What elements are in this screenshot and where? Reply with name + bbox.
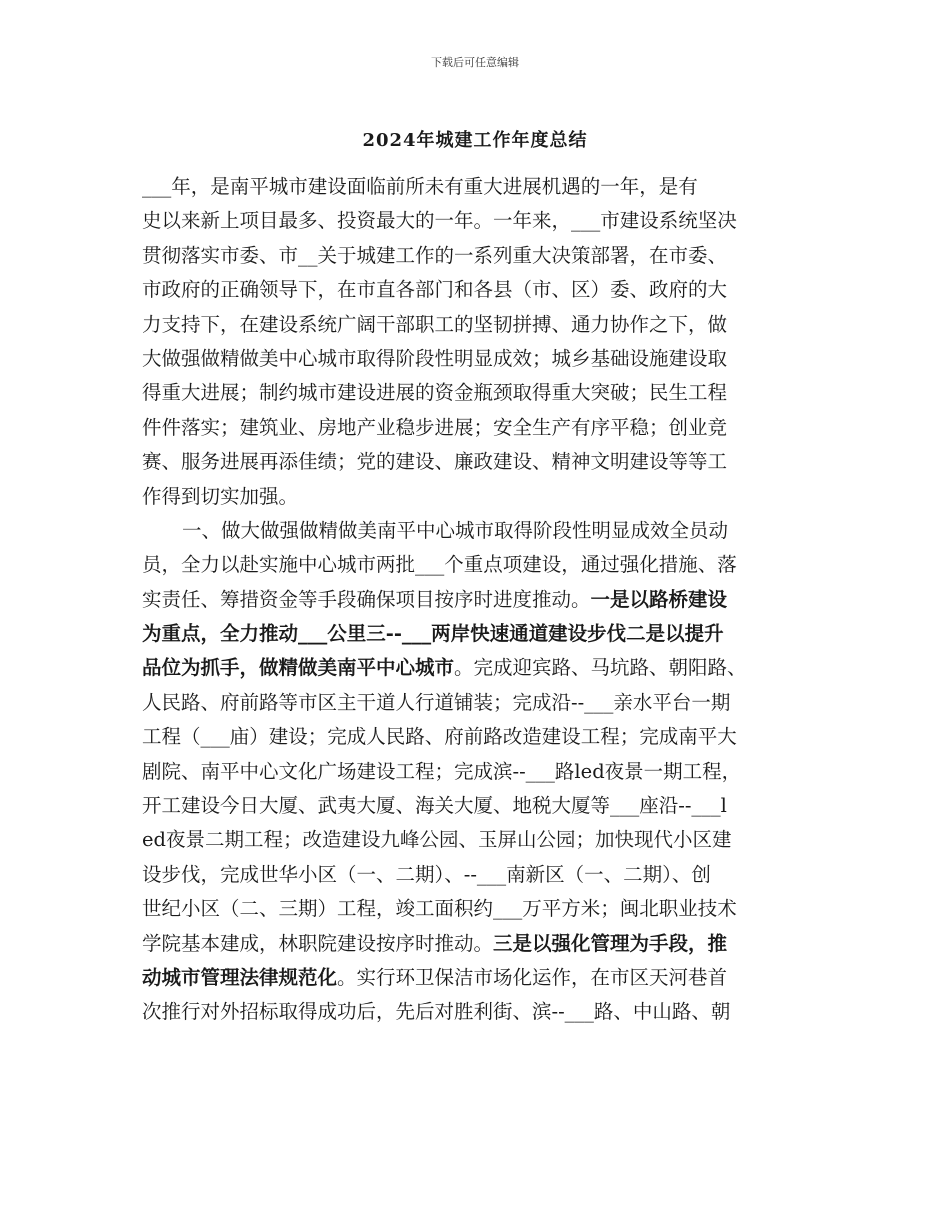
text-segment: 一、做大做强做精做美南平中心城市取得阶段性明显成效全员动 xyxy=(182,518,729,542)
text-segment: 人民路、府前路等市区主干道人行道铺装；完成沿--___亲水平台一期 xyxy=(142,690,731,714)
text-segment: 史以来新上项目最多、投资最大的一年。一年来，___市建设系统坚决 xyxy=(142,209,737,233)
text-segment: 剧院、南平中心文化广场建设工程；完成滨--___路led夜景一期工程， xyxy=(142,759,742,783)
text-line xyxy=(142,376,810,410)
text-segment: ___年，是南平城市建设面临前所未有重大进展机遇的一年，是有 xyxy=(142,175,698,198)
text-segment: 。完成迎宾路、马坑路、朝阳路、 xyxy=(454,656,747,680)
text-segment: 员，全力以赴实施中心城市两批___个重点项建设，通过强化措施、落 xyxy=(142,553,737,577)
text-segment: 得重大进展；制约城市建设进展的资金瓶颈取得重大突破；民生工程 xyxy=(142,381,728,405)
text-line xyxy=(142,239,810,273)
text-segment: 大做强做精做美中心城市取得阶段性明显成效；城乡基础设施建设取 xyxy=(142,346,728,370)
text-segment: 贯彻落实市委、市__关于城建工作的一系列重大决策部署，在市委、 xyxy=(142,243,728,267)
text-line xyxy=(142,995,810,1029)
text-segment: 次推行对外招标取得成功后，先后对胜利街、滨--___路、中山路、朝 xyxy=(142,1000,731,1024)
text-line xyxy=(142,858,810,892)
text-line xyxy=(142,927,810,961)
text-segment: ed夜景二期工程；改造建设九峰公园、玉屏山公园；加快现代小区建 xyxy=(142,828,732,852)
text-segment: 世纪小区（二、三期）工程，竣工面积约___万平方米；闽北职业技术 xyxy=(142,897,737,921)
text-segment: 设步伐，完成世华小区（一、二期）、--___南新区（一、二期）、创 xyxy=(142,862,711,886)
text-line xyxy=(142,411,810,445)
text-segment: 赛、服务进展再添佳绩；党的建设、廉政建设、精神文明建设等等工 xyxy=(142,450,728,474)
text-segment: 作得到切实加强。 xyxy=(142,484,299,508)
text-segment: 开工建设今日大厦、武夷大厦、海关大厦、地税大厦等___座沿--___l xyxy=(142,794,727,818)
bold-text-segment: 为重点，全力推动___公里三--___两岸快速通道建设步伐二是以提升 xyxy=(142,622,724,646)
text-segment: 市政府的正确领导下，在市直各部门和各县（市、区）委、政府的大 xyxy=(142,278,728,302)
text-line xyxy=(142,583,810,617)
bold-text-segment: 一是以路桥建设 xyxy=(590,587,728,611)
bold-text-segment: 三是以强化管理为手段，推 xyxy=(493,931,728,955)
text-line xyxy=(142,892,810,926)
text-line xyxy=(142,514,810,548)
text-line xyxy=(142,548,810,582)
bold-text-segment: 品位为抓手，做精做美南平中心城市 xyxy=(142,656,455,680)
text-line xyxy=(142,755,810,789)
text-segment: 力支持下，在建设系统广阔干部职工的坚韧拼搏、通力协作之下，做 xyxy=(142,312,728,336)
document-title: 2024年城建工作年度总结 xyxy=(362,130,588,151)
text-line xyxy=(142,789,810,823)
page-header-note: 下载后可任意编辑 xyxy=(431,56,519,69)
text-line xyxy=(142,617,810,651)
document-body xyxy=(142,170,810,1030)
text-segment: 件件落实；建筑业、房地产业稳步进展；安全生产有序平稳；创业竞 xyxy=(142,415,728,439)
text-segment: 实责任、筹措资金等手段确保项目按序时进度推动。 xyxy=(142,587,591,611)
text-line xyxy=(142,720,810,754)
text-line xyxy=(142,445,810,479)
text-line xyxy=(142,308,810,342)
text-line xyxy=(142,480,810,514)
text-segment: 学院基本建成，林职院建设按序时推动。 xyxy=(142,931,494,955)
text-line xyxy=(142,961,810,995)
text-line xyxy=(142,273,810,307)
text-segment: 工程（___庙）建设；完成人民路、府前路改造建设工程；完成南平大 xyxy=(142,725,737,749)
text-line xyxy=(142,204,810,238)
text-segment: 。实行环卫保洁市场化运作，在市区天河巷首 xyxy=(337,965,728,989)
text-line xyxy=(142,686,810,720)
text-line xyxy=(142,823,810,857)
bold-text-segment: 动城市管理法律规范化 xyxy=(142,965,338,989)
text-line xyxy=(142,170,810,204)
text-line xyxy=(142,651,810,685)
text-line xyxy=(142,342,810,376)
